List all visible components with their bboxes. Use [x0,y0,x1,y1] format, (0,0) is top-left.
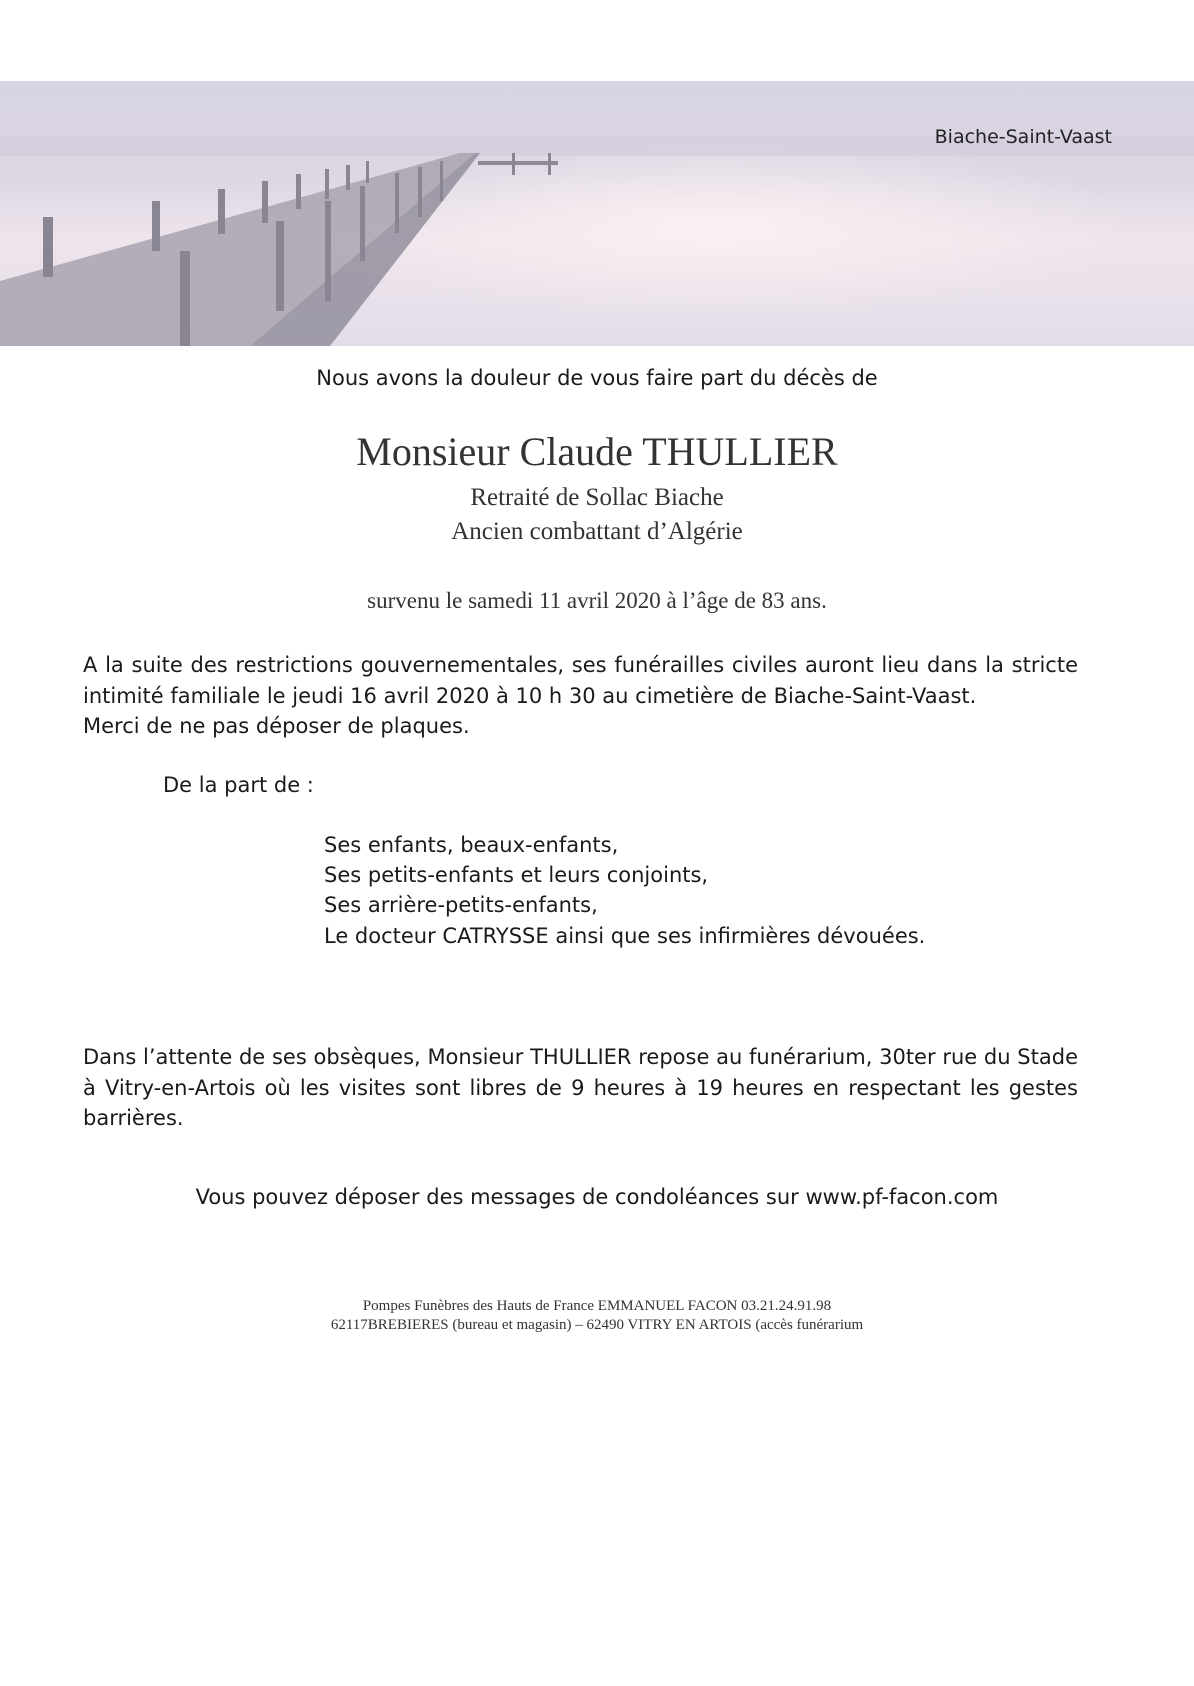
condolences-text: Vous pouvez déposer des messages de condoléances sur www.pf-facon.com [195,1185,999,1209]
intro-text: Nous avons la douleur de vous faire part du décès de [316,366,878,390]
family-item: Ses enfants, beaux-enfants, [324,833,619,857]
visit-paragraph: Dans l’attente de ses obsèques, Monsieur THULLIER repose au funérarium, 30ter rue du Stade à Vitry-en-Artois où les visites sont libres de 9 heures à 19 heures en respectant les gestes barrières. [83,1045,1078,1130]
deceased-title-1: Retraité de Sollac Biache [470,484,724,511]
footer-line-1: Pompes Funèbres des Hauts de France EMMANUEL FACON 03.21.24.91.98 [362,1298,832,1314]
death-notice: survenu le samedi 11 avril 2020 à l’âge de 83 ans. [367,588,827,613]
deceased-name: Monsieur Claude THULLIER [356,429,838,474]
footer-line-2: 62117BREBIERES (bureau et magasin) – 62490 VITRY EN ARTOIS (accès funérarium [330,1317,864,1333]
family-item: Ses arrière-petits-enfants, [324,893,598,917]
from-label: De la part de : [163,773,314,797]
funeral-paragraph: A la suite des restrictions gouvernementales, ses funérailles civiles auront lieu dans la stricte intimité familiale le jeudi 16 avril 2020 à 10 h 30 au cimetière de Biache-Saint-Vaast. [83,653,1078,708]
pier-banner-image [0,81,1194,346]
family-item: Ses petits-enfants et leurs conjoints, [324,863,709,887]
town-label: Biache-Saint-Vaast [934,126,1112,148]
family-item: Le docteur CATRYSSE ainsi que ses infirmières dévouées. [324,924,926,948]
no-plaques-text: Merci de ne pas déposer de plaques. [83,714,470,738]
deceased-title-2: Ancien combattant d’Algérie [451,518,743,545]
